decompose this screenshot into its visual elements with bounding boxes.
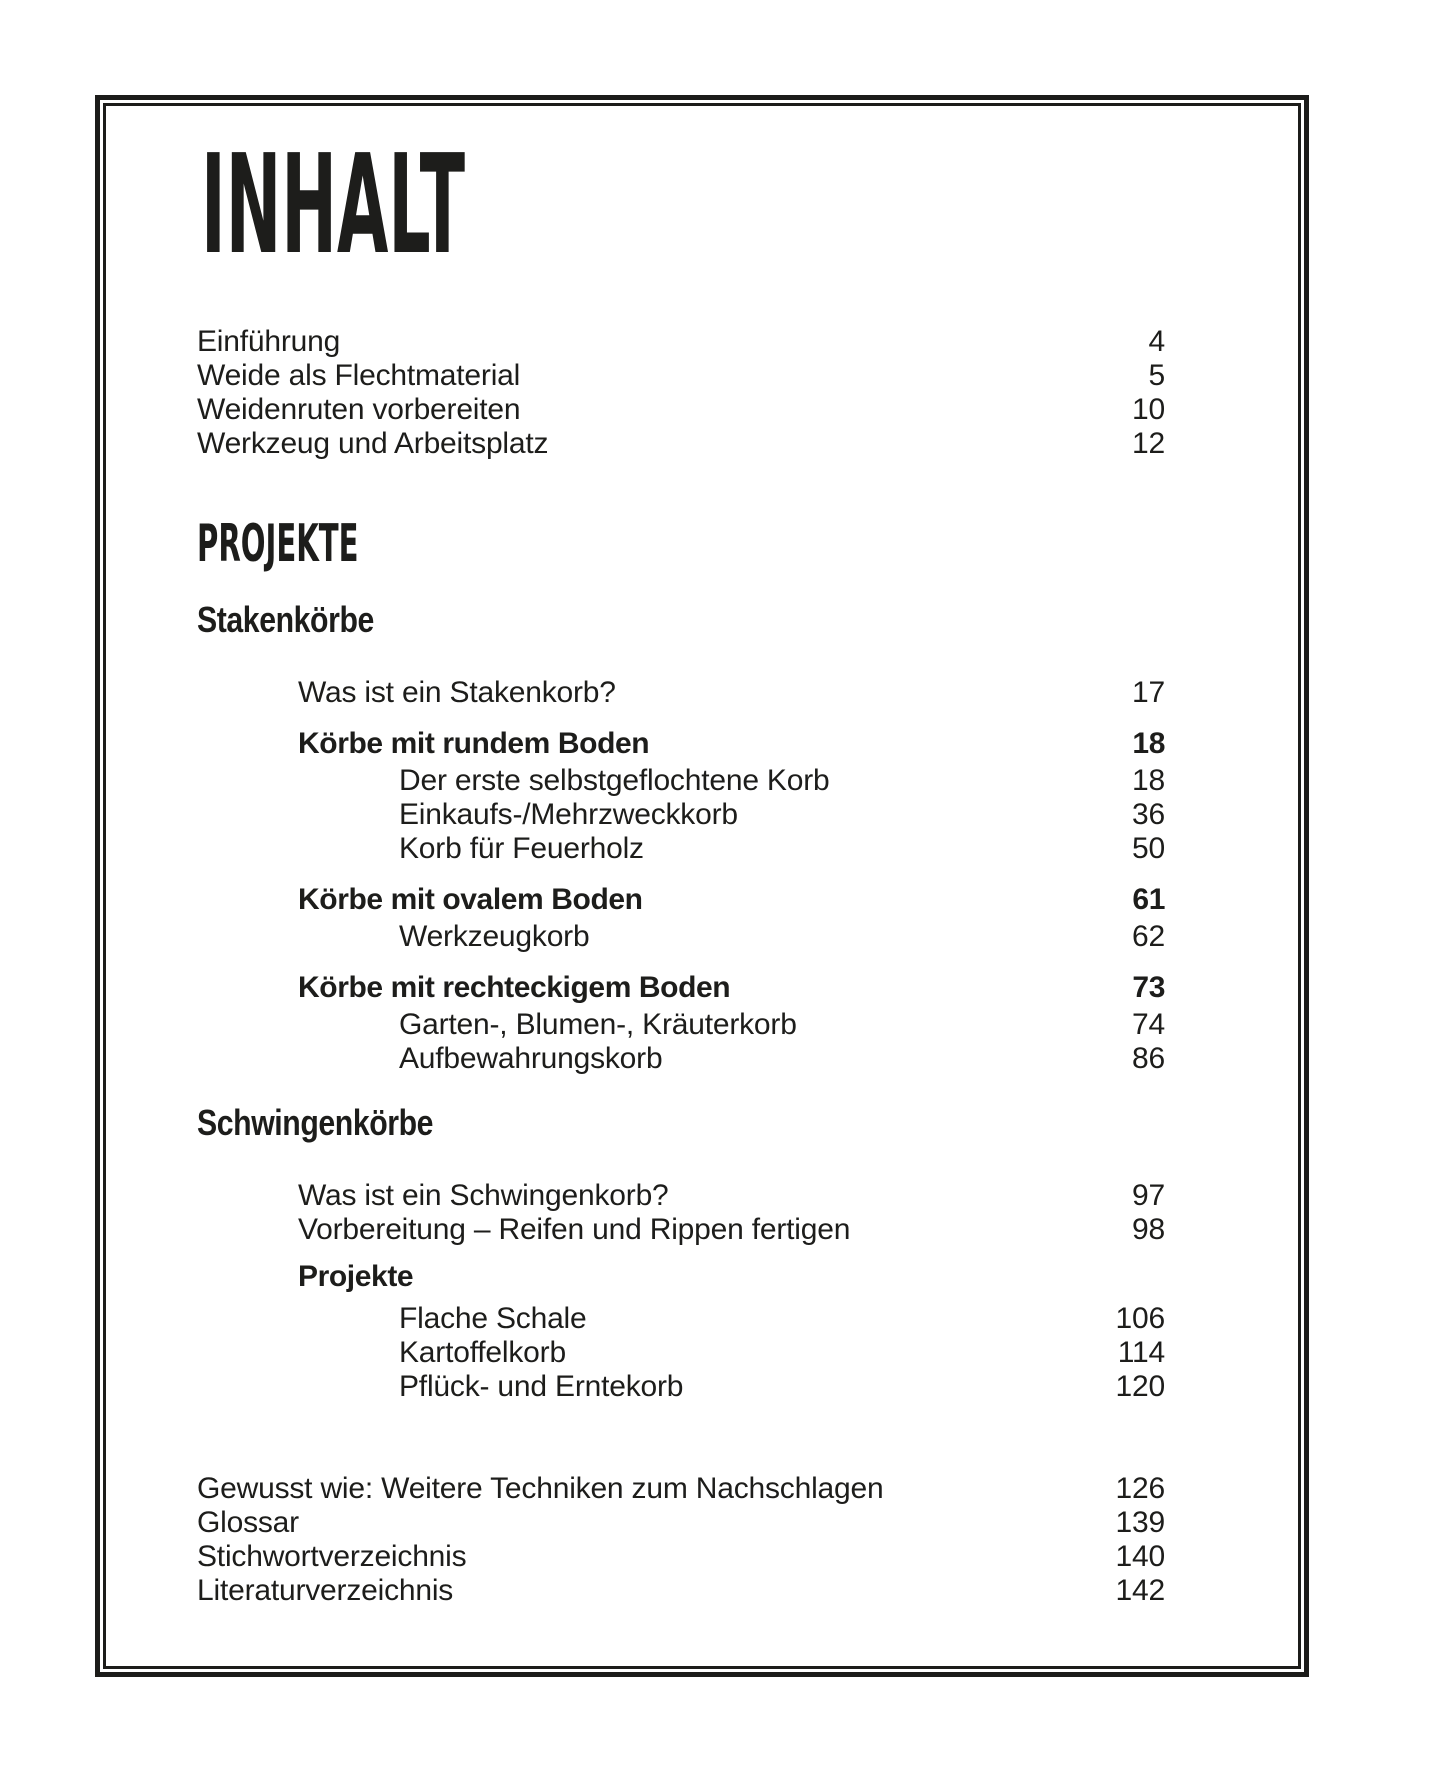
toc-entry (197, 325, 1165, 359)
toc-entry (197, 764, 1165, 798)
toc-entry-page: 106 (1115, 1302, 1165, 1335)
toc-entry-page: 114 (1117, 1336, 1165, 1369)
toc-entry-page: 98 (1132, 1213, 1165, 1246)
stakenkoerbe-heading: Stakenkörbe (197, 599, 374, 640)
toc-entry-label: Einkaufs-/Mehrzweckkorb (399, 798, 738, 831)
toc-entry (197, 1506, 1165, 1540)
toc-entry-label: Pflück- und Erntekorb (399, 1370, 684, 1403)
toc-entry-label: Weide als Flechtmaterial (197, 359, 521, 392)
toc-entry-page: 18 (1132, 727, 1165, 760)
toc-entry-label: Körbe mit rundem Boden (298, 727, 650, 760)
toc-entry-label: Projekte (298, 1260, 414, 1293)
toc-entry-label: Stichwortverzeichnis (197, 1540, 467, 1573)
toc-entry-page: 120 (1115, 1370, 1165, 1403)
toc-entry (197, 1213, 1165, 1247)
toc-entry (197, 1370, 1165, 1404)
toc-entry-page: 17 (1132, 676, 1165, 709)
toc-entry-label: Was ist ein Schwingenkorb? (298, 1179, 669, 1212)
toc-entry (197, 676, 1165, 710)
toc-entry-page: 73 (1132, 971, 1165, 1004)
toc-entry (197, 1179, 1165, 1213)
toc-entry-label: Gewusst wie: Weitere Techniken zum Nachschlagen (197, 1472, 884, 1505)
toc-entry-page: 126 (1115, 1472, 1165, 1505)
toc-entry (197, 920, 1165, 954)
toc-entry-label: Korb für Feuerholz (399, 832, 644, 865)
toc-entry-label: Weidenruten vorbereiten (197, 393, 521, 426)
toc-entry-page: 10 (1132, 393, 1165, 426)
toc-entry-page: 4 (1148, 325, 1165, 358)
toc-entry-page: 97 (1132, 1179, 1165, 1212)
toc-entry (197, 359, 1165, 393)
toc-entry-label: Was ist ein Stakenkorb? (298, 676, 616, 709)
toc-entry-label: Aufbewahrungskorb (399, 1042, 663, 1075)
toc-entry (197, 1472, 1165, 1506)
schwingenkoerbe-heading: Schwingenkörbe (197, 1102, 434, 1143)
toc-entry (197, 832, 1165, 866)
toc-entry-page: 50 (1132, 832, 1165, 865)
toc-entry-label: Literaturverzeichnis (197, 1574, 454, 1607)
toc-entry-page: 61 (1132, 883, 1165, 916)
toc-entry-page: 139 (1115, 1506, 1165, 1539)
toc-entry (197, 798, 1165, 832)
toc-entry (197, 1574, 1165, 1608)
toc-entry (197, 1008, 1165, 1042)
toc-entry (197, 1302, 1165, 1336)
page-title: INHALT (201, 126, 466, 285)
toc-entry-label: Werkzeugkorb (399, 920, 590, 953)
toc-entry-label: Der erste selbstgeflochtene Korb (399, 764, 830, 797)
toc-entry (197, 393, 1165, 427)
toc-entry-page: 62 (1132, 920, 1165, 953)
schwingenkoerbe-entry-list (197, 1179, 1165, 1404)
toc-entry-label: Einführung (197, 325, 341, 358)
toc-entry (197, 727, 1165, 761)
intro-entry-list (197, 325, 1165, 461)
toc-entry-page: 18 (1132, 764, 1165, 797)
toc-entry-label: Glossar (197, 1506, 299, 1539)
toc-entry-page: 140 (1115, 1540, 1165, 1573)
toc-entry-label: Kartoffelkorb (399, 1336, 566, 1369)
reference-entry-list (197, 1472, 1165, 1608)
toc-entry-label: Körbe mit ovalem Boden (298, 883, 643, 916)
toc-entry (197, 1336, 1165, 1370)
toc-entry-label: Flache Schale (399, 1302, 587, 1335)
toc-entry (197, 971, 1165, 1005)
toc-entry-label: Werkzeug und Arbeitsplatz (197, 427, 549, 460)
toc-entry-page: 142 (1115, 1574, 1165, 1607)
toc-entry-label: Vorbereitung – Reifen und Rippen fertigen (298, 1213, 851, 1246)
toc-entry-page: 12 (1132, 427, 1165, 460)
toc-entry (197, 1540, 1165, 1574)
toc-entry (197, 427, 1165, 461)
toc-entry (197, 883, 1165, 917)
toc-entry-page: 36 (1132, 798, 1165, 831)
toc-entry-page: 5 (1148, 359, 1165, 392)
toc-entry (197, 1260, 1165, 1294)
toc-entry-label: Garten-, Blumen-, Kräuterkorb (399, 1008, 797, 1041)
toc-entry-label: Körbe mit rechteckigem Boden (298, 971, 731, 1004)
toc-entry (197, 1042, 1165, 1076)
projekte-section-heading: PROJEKTE (197, 514, 359, 574)
stakenkoerbe-entry-list (197, 676, 1165, 1076)
toc-entry-page: 74 (1132, 1008, 1165, 1041)
toc-entry-page: 86 (1132, 1042, 1165, 1075)
